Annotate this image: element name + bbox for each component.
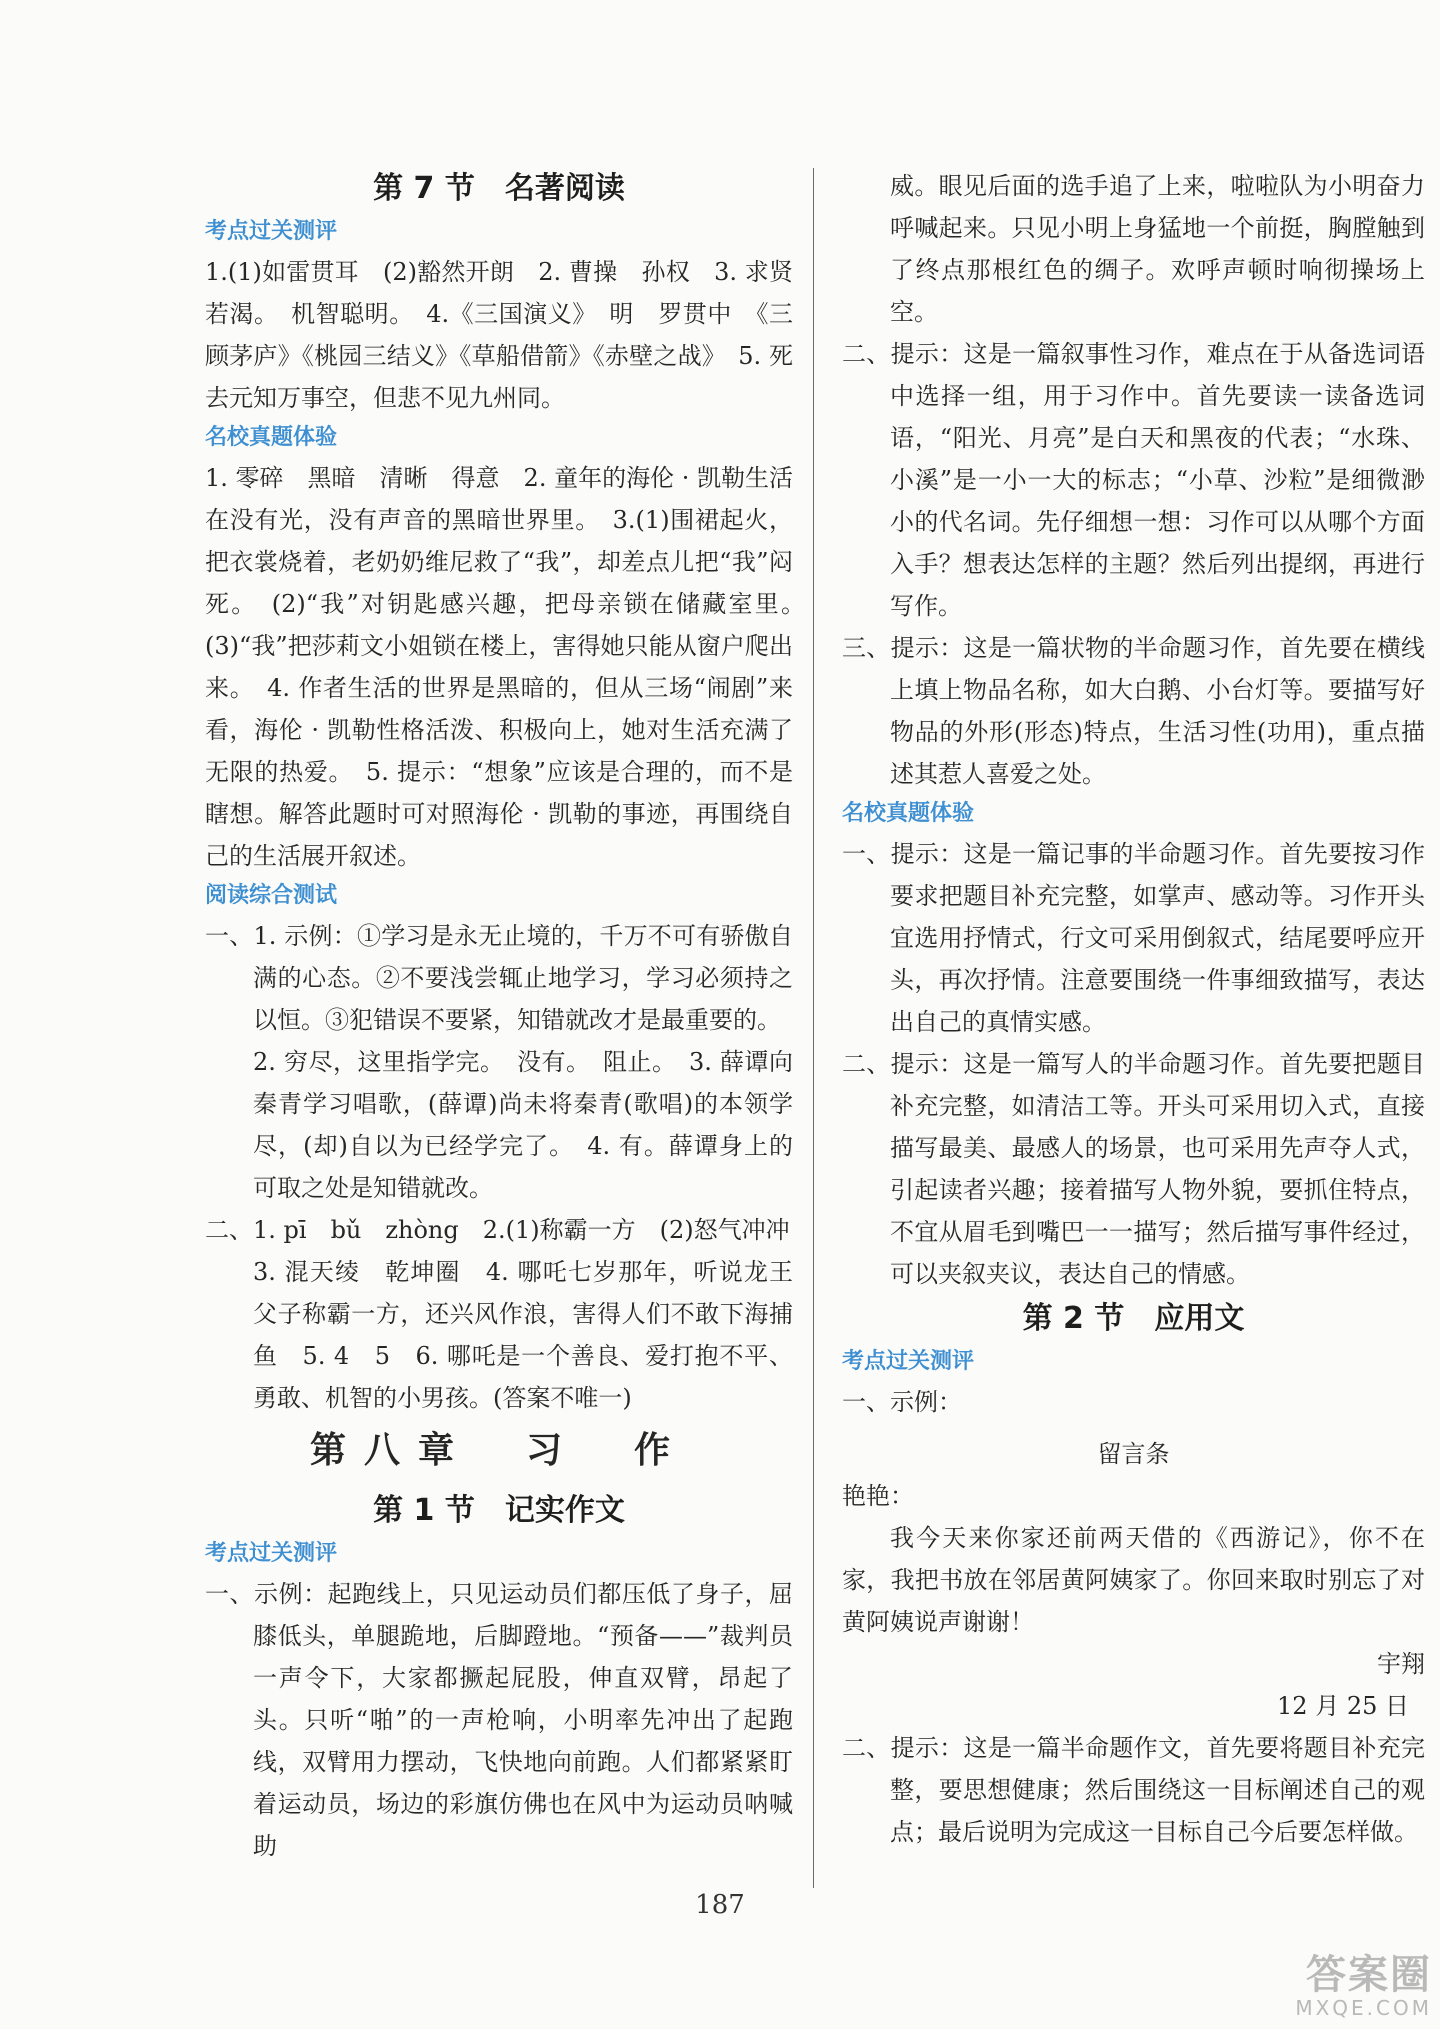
subhead-kaodian: 考点过关测评 [205, 1541, 338, 1566]
subhead-yuedu: 阅读综合测试 [205, 883, 338, 908]
answer-block: 3. 混天绫 乾坤圈 4. 哪吒七岁那年，听说龙王父子称霸一方，还兴风作浪，害得人们不敢下海捕鱼 5. 4 5 6. 哪吒是一个善良、爱打抱不平、勇敢、机智的小男孩。(答案不唯一) [253, 1258, 793, 1412]
left-column [205, 165, 817, 1867]
chapter-title: 第八章 习 作 [309, 1430, 688, 1471]
page-number: 187 [695, 1890, 745, 1920]
watermark-text: 答案圈 [1306, 1952, 1432, 1998]
answer-block: 一、提示：这是一篇记事的半命题习作。首先要按习作要求把题目补充完整，如掌声、感动等。习作开头宜选用抒情式，行文可采用倒叙式，结尾要呼应开头，再次抒情。注意要围绕一件事细致描写，表达出自己的真情实感。 [842, 840, 1425, 1036]
answer-block: 一、1. 示例：①学习是永无止境的，千万不可有骄傲自满的心态。②不要浅尝辄止地学习，学习必须持之以恒。③犯错误不要紧，知错就改才是最重要的。 [205, 922, 793, 1034]
section-title-1: 第 1 节 记实作文 [373, 1493, 625, 1528]
subhead-mingxiao: 名校真题体验 [842, 801, 975, 826]
section-title-2: 第 2 节 应用文 [1022, 1301, 1245, 1336]
answer-block: 二、提示：这是一篇叙事性习作，难点在于从备选词语中选择一组，用于习作中。首先要读一读备选词语，“阳光、月亮”是白天和黑夜的代表；“水珠、小溪”是一小一大的标志；“小草、沙粒”是细微渺小的代名词。先仔细想一想：习作可以从哪个方面入手？想表达怎样的主题？然后列出提纲，再进行写作。 [842, 340, 1425, 620]
answer-block: 一、示例： [842, 1388, 962, 1416]
note-date: 12 月 25 日 [1277, 1692, 1409, 1720]
answer-block: 一、示例：起跑线上，只见运动员们都压低了身子，屈膝低头，单腿跪地，后脚蹬地。“预备——”裁判员一声令下，大家都撅起屁股，伸直双臂，昂起了头。只听“啪”的一声枪响，小明率先冲出了起跑线，双臂用力摆动，飞快地向前跑。人们都紧紧盯着运动员，场边的彩旗仿佛也在风中为运动员呐喊助 [205, 1580, 793, 1860]
note-salutation: 艳艳： [842, 1482, 914, 1510]
note-signature: 宇翔 [1377, 1650, 1425, 1678]
answer-block: 1. 零碎 黑暗 清晰 得意 2. 童年的海伦 · 凯勒生活在没有光，没有声音的黑暗世界里。 3.(1)围裙起火，把衣裳烧着，老奶奶维尼救了“我”，却差点儿把“我”闷死。 (2)“我”对钥匙感兴趣，把母亲锁在储藏室里。 (3)“我”把莎莉文小姐锁在楼上，害得她只能从窗户爬出来。 4. 作者生活的世界是黑暗的，但从三场“闹剧”来看，海伦 · 凯勒性格活泼、积极向上，她对生活充满了无限的热爱。 5. 提示：“想象”应该是合理的，而不是瞎想。解答此题时可对照海伦 · 凯勒的事迹，再围绕自己的生活展开叙述。 [205, 464, 817, 870]
answer-block: 二、1. pī bǔ zhòng 2.(1)称霸一方 (2)怒气冲冲 [205, 1216, 790, 1244]
subhead-mingxiao: 名校真题体验 [205, 425, 338, 450]
note-title: 留言条 [1097, 1440, 1170, 1468]
note-body: 我今天来你家还前两天借的《西游记》，你不在家，我把书放在邻居黄阿姨家了。你回来取时别忘了对黄阿姨说声谢谢！ [842, 1524, 1425, 1636]
subhead-kaodian: 考点过关测评 [205, 219, 338, 244]
answer-block: 1.(1)如雷贯耳 (2)豁然开朗 2. 曹操 孙权 3. 求贤若渴。 机智聪明。 4.《三国演义》 明 罗贯中 《三顾茅庐》《桃园三结义》《草船借箭》《赤壁之战》 5. 死去元知万事空，但悲不见九州同。 [205, 258, 793, 412]
column-divider [813, 168, 814, 1888]
subhead-kaodian: 考点过关测评 [842, 1349, 975, 1374]
answer-block: 三、提示：这是一篇状物的半命题习作，首先要在横线上填上物品名称，如大白鹅、小台灯等。要描写好物品的外形(形态)特点，生活习性(功用)，重点描述其惹人喜爱之处。 [842, 634, 1425, 788]
answer-block: 二、提示：这是一篇半命题作文，首先要将题目补充完整，要思想健康；然后围绕这一目标阐述自己的观点；最后说明为完成这一目标自己今后要怎样做。 [842, 1734, 1425, 1846]
section-title-7: 第 7 节 名著阅读 [373, 171, 625, 206]
answer-block: 2. 穷尽，这里指学完。 没有。 阻止。 3. 薛谭向秦青学习唱歌，(薛谭)尚未将秦青(歌唱)的本领学尽，(却)自以为已经学完了。 4. 有。薛谭身上的可取之处是知错就改。 [253, 1048, 793, 1202]
watermark-logo [1232, 1953, 1432, 2023]
answer-block: 二、提示：这是一篇写人的半命题习作。首先要把题目补充完整，如清洁工等。开头可采用切入式，直接描写最美、最感人的场景，也可采用先声夺人式，引起读者兴趣；接着描写人物外貌，要抓住特点，不宜从眉毛到嘴巴一一描写；然后描写事件经过，可以夹叙夹议，表达自己的情感。 [842, 1050, 1425, 1288]
right-column [842, 165, 1425, 1853]
watermark-url: MXQE.COM [1295, 1996, 1432, 2020]
answer-block: 威。眼见后面的选手追了上来，啦啦队为小明奋力呼喊起来。只见小明上身猛地一个前挺，胸膛触到了终点那根红色的绸子。欢呼声顿时响彻操场上空。 [890, 172, 1425, 326]
